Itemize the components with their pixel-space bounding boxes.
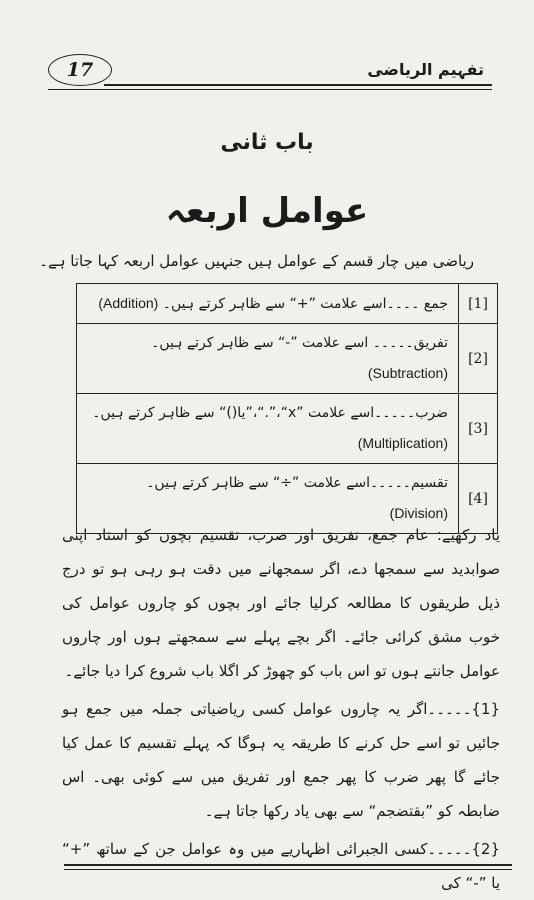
row-text-english: (Multiplication): [357, 435, 448, 451]
footer-rule: [64, 864, 512, 866]
book-title: تفہیم الریاضی: [367, 60, 484, 79]
row-text: [77, 284, 459, 324]
row-text-urdu: تفریق۔۔۔۔۔ اسے علامت ”-“ سے ظاہر کرتے ہیں۔: [151, 335, 448, 351]
row-text-english: (Addition): [98, 295, 159, 311]
section-heading: عوامل اربعہ: [165, 191, 369, 231]
intro-text: ریاضی میں چار قسم کے عوامل ہیں جنہیں عوامل اربعہ کہا جاتا ہے۔: [39, 252, 474, 270]
operations-table: [76, 283, 498, 534]
row-text-english: (Division): [389, 505, 448, 521]
row-number: [3]: [459, 394, 498, 464]
header-rule: [104, 84, 492, 86]
page-number: 17: [48, 54, 112, 86]
row-text-urdu: ضرب۔۔۔۔۔اسے علامت ”x“،”.“،”یا()“ سے ظاہر کرتے ہیں۔: [92, 405, 448, 421]
table-row: [77, 394, 498, 464]
row-number: [2]: [459, 324, 498, 394]
row-text: [77, 324, 459, 394]
row-text-english: (Subtraction): [367, 365, 448, 381]
footer-rule-thin: [64, 869, 512, 870]
header-rule-thin: [48, 89, 492, 90]
row-text-urdu: تقسیم۔۔۔۔۔اسے علامت ”÷“ سے ظاہر کرتے ہیں۔: [146, 475, 448, 491]
chapter-label: باب ثانی: [220, 130, 314, 155]
row-text: [77, 394, 459, 464]
paragraph-rule-1: {1}۔۔۔۔۔اگر یہ چاروں عوامل کسی ریاضیاتی جملہ میں جمع ہو جائیں تو اسے حل کرنے کا طریقہ یہ ہوگا کہ پہلے تقسیم کا عمل کیا جائے گا پھر ضرب کا پھر جمع اور تفریق میں سے کوئی بھی۔ اس ضابطہ کو ”بقتضجم“ سے بھی یاد رکھا جاتا ہے۔: [62, 700, 500, 820]
body-text: [62, 518, 500, 900]
row-text-urdu: جمع ۔۔۔۔اسے علامت ”+“ سے ظاہر کرتے ہیں۔: [162, 296, 448, 312]
row-number: [1]: [459, 284, 498, 324]
table-row: [77, 324, 498, 394]
paragraph-rule-2: {2}۔۔۔۔۔کسی الجبرائی اظہاریے میں وہ عوامل جن کے ساتھ ”+“ یا ”-“ کی: [62, 840, 500, 892]
row-number: [4]: [459, 464, 498, 534]
table-row: [77, 284, 498, 324]
paragraph-note: یاد رکھیے: عام جمع، تفریق اور ضرب، تقسیم بچوں کو استاد اپنی صوابدید سے سمجھا دے، اگر سمجھانے میں دقت ہو رہی ہو تو درج ذیل طریقوں کا مطالعہ کرلیا جائے اور بچوں کو چاروں عوامل کی خوب مشق کرائی جائے۔ اگر بچے پہلے سے سمجھتے ہوں اور چاروں عوامل جانتے ہوں تو اس باب کو چھوڑ کر اگلا باب شروع کرا دیا جائے۔: [62, 526, 500, 680]
